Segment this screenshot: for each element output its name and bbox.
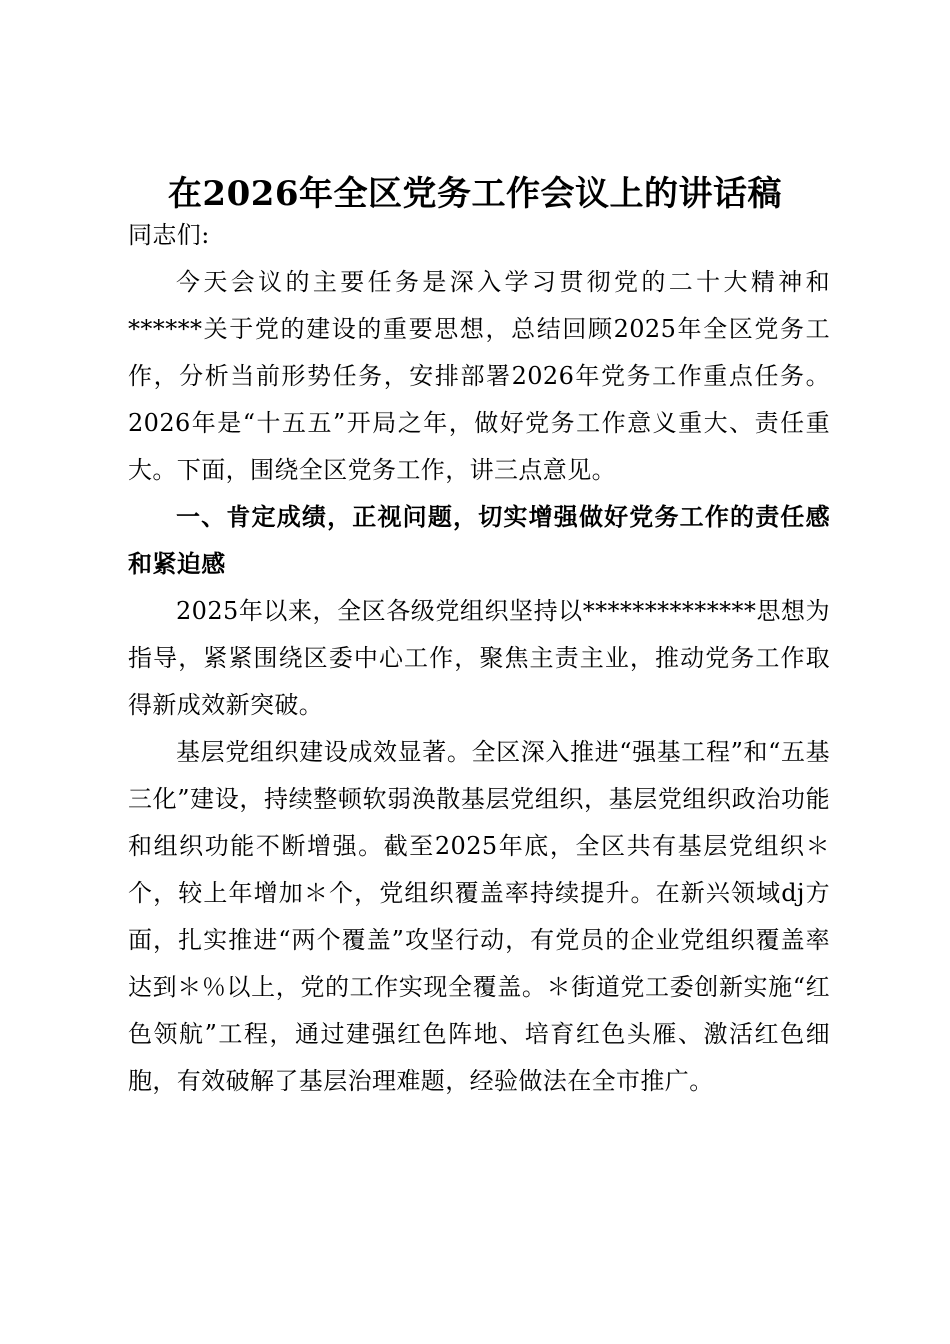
document-title: 在2026年全区党务工作会议上的讲话稿 xyxy=(167,174,783,214)
section-heading-1: 一、肯定成绩，正视问题，切实增强做好党务工作的责任感和紧迫感 xyxy=(128,503,830,578)
opening-paragraph: 今天会议的主要任务是深入学习贯彻党的二十大精神和******关于党的建设的重要思想，总结回顾2025年全区党务工作，分析当前形势任务，安排部署2026年党务工作重点任务。2026年是“十五五”开局之年，做好党务工作意义重大、责任重大。下面，围绕全区党务工作，讲三点意见。 xyxy=(128,268,830,484)
document-body xyxy=(128,212,830,1105)
achievement-paragraph: 2025年以来，全区各级党组织坚持以**************思想为指导，紧紧围绕区委中心工作，聚焦主责主业，推动党务工作取得新成效新突破。 xyxy=(128,597,830,719)
grassroots-paragraph: 基层党组织建设成效显著。全区深入推进“强基工程”和“五基三化”建设，持续整顿软弱涣散基层党组织，基层党组织政治功能和组织功能不断增强。截至2025年底，全区共有基层党组织＊个，较上年增加＊个，党组织覆盖率持续提升。在新兴领域dj方面，扎实推进“两个覆盖”攻坚行动，有党员的企业党组织覆盖率达到＊％以上，党的工作实现全覆盖。＊街道党工委创新实施“红色领航”工程，通过建强红色阵地、培育红色头雁、激活红色细胞，有效破解了基层治理难题，经验做法在全市推广。 xyxy=(128,738,830,1095)
salutation: 同志们: xyxy=(128,221,210,249)
